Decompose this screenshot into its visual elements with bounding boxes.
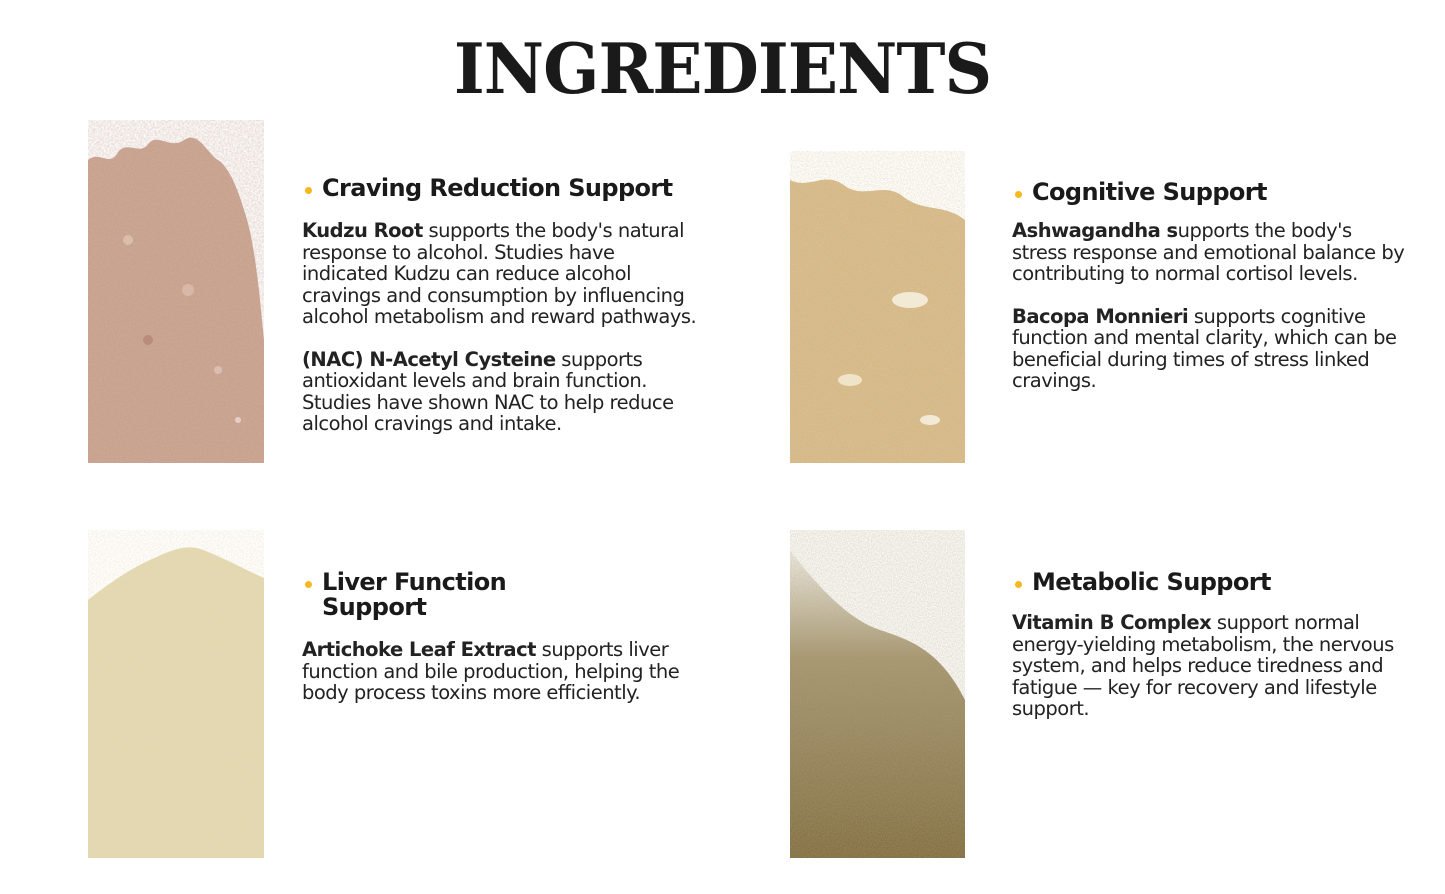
paragraph: Vitamin B Complex support normal energy-yielding metabolism, the nervous system, and helps reduce tiredness and fatigue — key for recovery and lifestyle support. bbox=[1012, 611, 1394, 720]
section-heading: Metabolic Support bbox=[1012, 570, 1412, 595]
bullet-dot bbox=[1015, 581, 1022, 588]
section-cognitive bbox=[1012, 180, 1412, 392]
section-heading: Cognitive Support bbox=[1012, 180, 1412, 205]
ingredient-name: Vitamin B Complex bbox=[1012, 611, 1212, 634]
ashwagandha-powder-image bbox=[790, 120, 965, 463]
bullet-dot bbox=[1015, 191, 1022, 198]
ingredient-name: Bacopa Monnieri bbox=[1012, 304, 1189, 328]
paragraph: (NAC) N-Acetyl Cysteine supports antioxidant levels and brain function. Studies have shown NAC to help reduce alcohol cravings and intake. bbox=[302, 347, 674, 435]
paragraph: Artichoke Leaf Extract supports liver function and bile production, helping the body process toxins more efficiently. bbox=[302, 638, 680, 704]
section-craving-reduction bbox=[302, 176, 702, 435]
section-liver-function bbox=[302, 570, 702, 704]
paragraph: Bacopa Monnieri supports cognitive function and mental clarity, which can be beneficial during times of stress linked cravings. bbox=[1012, 304, 1397, 392]
ingredient-name: Artichoke Leaf Extract bbox=[302, 638, 536, 661]
section-heading: Liver Function Support bbox=[302, 570, 522, 620]
ingredient-name: (NAC) N-Acetyl Cysteine bbox=[302, 347, 556, 371]
ingredient-name: Kudzu Root bbox=[302, 219, 423, 242]
paragraph: Ashwagandha supports the body's stress response and emotional balance by contributing to normal cortisol levels. bbox=[1012, 219, 1405, 285]
section-heading: Craving Reduction Support bbox=[302, 176, 702, 201]
page-title: INGREDIENTS bbox=[453, 28, 992, 110]
bullet-dot bbox=[305, 581, 312, 588]
ingredient-name: Ashwagandha s bbox=[1012, 219, 1178, 242]
vitamin-b-powder-image bbox=[790, 530, 965, 858]
paragraph: Kudzu Root supports the body's natural response to alcohol. Studies have indicated Kudzu can reduce alcohol cravings and consumption by influencing alcohol metabolism and reward pathways. bbox=[302, 219, 697, 328]
kudzu-powder-image bbox=[88, 120, 264, 463]
bullet-dot bbox=[305, 187, 312, 194]
artichoke-powder-image bbox=[88, 530, 264, 858]
section-metabolic bbox=[1012, 570, 1412, 720]
